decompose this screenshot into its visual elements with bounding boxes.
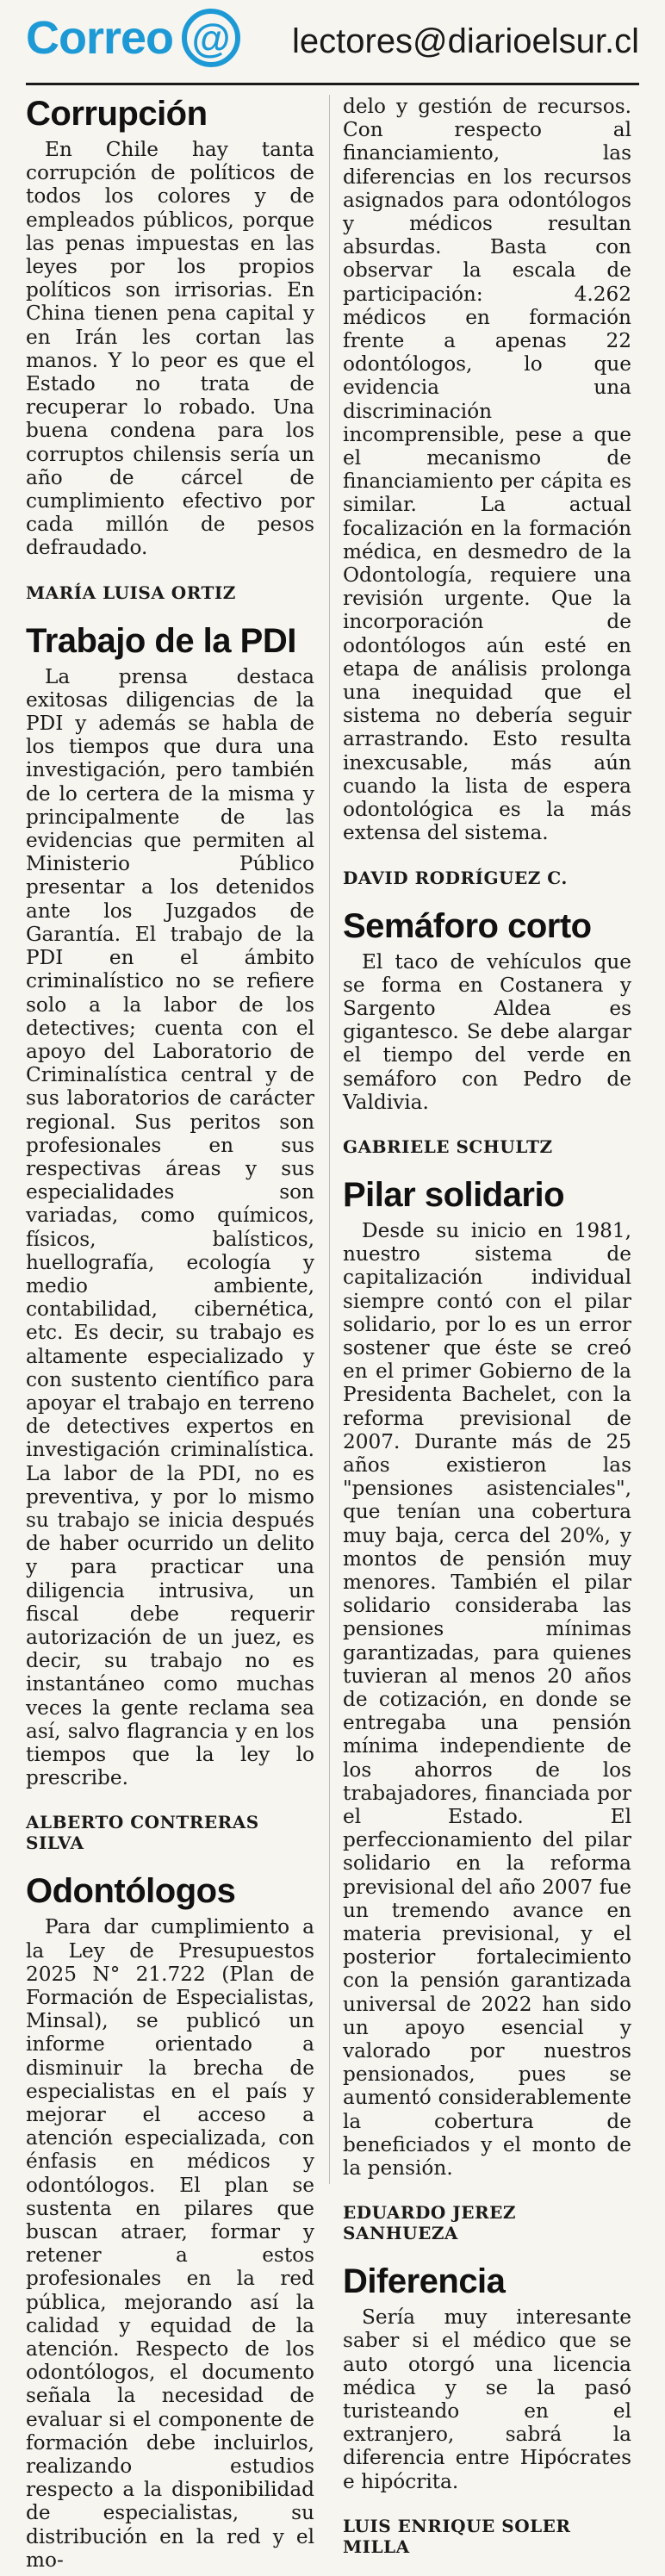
section-title: Correo <box>26 12 174 64</box>
letter-signature-pdi: ALBERTO CONTRERAS SILVA <box>26 1812 259 1854</box>
letter-signature-semaforo: GABRIELE SCHULTZ <box>343 1136 553 1157</box>
contact-email[interactable]: lectores@diarioelsur.cl <box>292 22 639 60</box>
letter-body-diferencia: Sería muy interesante saber si el médico que se auto otorgó una licencia médica y se la pasó turisteando en el extranjero, sabrá la diferencia entre Hipócrates e hipócrita. <box>343 2305 631 2493</box>
letter-title-pilar: Pilar solidario <box>343 1175 565 1214</box>
letter-signature-pilar: EDUARDO JEREZ SANHUEZA <box>343 2202 516 2244</box>
header-rule <box>26 83 639 85</box>
letter-title-pdi: Trabajo de la PDI <box>26 621 296 660</box>
letter-body-pilar: Desde su inicio en 1981, nuestro sistema de capitalización individual siempre contó con el pilar solidario, por lo es un error sostener que éste se creó en el primer Gobierno de la Presidenta Bachelet, con la reforma previsional de 2007. Durante más de 25 años existieron las "pensiones asistenciales", que tenían una cobertura muy baja, cerca del 20%, y montos de pensión muy menores. También el pilar solidario consideraba las pensiones mínimas garantizadas, para quienes tuvieran al menos 20 años de cotización, en donde se entregaba una pensión mínima independiente de los ahorros de los trabajadores, financiada por el Estado. El perfeccionamiento del pilar solidario en la reforma previsional del año 2007 fue un tremendo avance en materia previsional, y el posterior fortalecimiento con la pensión garantizada universal de 2022 han sido un apoyo esencial y valorado por nuestros pensionados, pues se aumentó considerablemente la cobertura de beneficiados y el monto de la pensión. <box>343 1218 631 2181</box>
at-sign-icon: @ <box>182 9 240 67</box>
left-column <box>26 95 314 2572</box>
letter-signature-diferencia: LUIS ENRIQUE SOLER MILLA <box>343 2515 571 2557</box>
letter-title-corrupcion: Corrupción <box>26 95 208 133</box>
letter-title-semaforo: Semáforo corto <box>343 906 592 945</box>
column-divider <box>329 95 330 2184</box>
letter-title-diferencia: Diferencia <box>343 2262 506 2301</box>
letter-body-pdi: La prensa destaca exitosas diligencias de la PDI y además se habla de los tiempos que dura una investigación, pero también de lo certera de la misma y principalmente de las evidencias que permiten al Ministerio Público presentar a los detenidos ante los Juzgados de Garantía. El trabajo de la PDI en el ámbito criminalístico no se refiere solo a la labor de los detectives; cuenta con el apoyo del Laboratorio de Criminalística central y de sus laboratorios de carácter regional. Sus peritos son profesionales en sus respectivas áreas y sus especialidades son variadas, como químicos, físicos, balísticos, huellografía, ecología y medio ambiente, contabilidad, cibernética, etc. Es decir, su trabajo es altamente especializado y con sustento científico para apoyar el trabajo en terreno de detectives expertos en investigación criminalística. La labor de la PDI, no es preventiva, y por lo mismo su trabajo se inicia después de haber ocurrido un delito y para practicar una diligencia intrusiva, un fiscal debe requerir autorización de un juez, es decir, su trabajo no es instantáneo como muchas veces la gente reclama sea así, salvo flagrancia y en los tiempos que la ley lo prescribe. <box>26 664 314 1790</box>
letter-signature-odontologos: DAVID RODRÍGUEZ C. <box>343 867 568 888</box>
letter-body-semaforo: El taco de vehículos que se forma en Costanera y Sargento Aldea es gigantesco. Se debe alargar el tiempo del verde en semáforo con Pedro de Valdivia. <box>343 949 631 1114</box>
letter-body-odontologos-part1: Para dar cumplimiento a la Ley de Presupuestos 2025 N° 21.722 (Plan de Formación de Especialistas, Minsal), se publicó un informe orientado a disminuir la brecha de especialistas en el país y mejorar el acceso a atención especializada, con énfasis en médicos y odontólogos. El plan se sustenta en pilares que buscan atraer, formar y retener a estos profesionales en la red pública, mejorando así la calidad y equidad de la atención. Respecto de los odontólogos, el documento señala la necesidad de evaluar si el componente de formación debe incluirlos, realizando estudios respecto a la disponibilidad de especialistas, su distribución en la red y el mo- <box>26 1915 314 2572</box>
section-brand <box>26 9 240 67</box>
letter-body-odontologos-part2: delo y gestión de recursos. Con respecto al financiamiento, las diferencias en los recursos asignados para odontólogos y médicos resultan absurdas. Basta con observar la escala de participación: 4.262 médicos en formación frente a apenas 22 odontólogos, lo que evidencia una discriminación incomprensible, pese a que el mecanismo de financiamiento per cápita es similar. La actual focalización en la formación médica, en desmedro de la Odontología, requiere una revisión urgente. Que la incorporación de odontólogos aún esté en etapa de análisis prolonga una inequidad que el sistema no debería seguir arrastrando. Esto resulta inexcusable, más aún cuando la lista de espera odontológica es la más extensa del sistema. <box>343 95 631 845</box>
section-header <box>0 0 665 78</box>
letter-body-corrupcion: En Chile hay tanta corrupción de políticos de todos los colores y de empleados públicos, porque las penas impuestas en las leyes por los propios políticos son irrisorias. En China tienen pena capital y en Irán les cortan las manos. Y lo peor es que el Estado no trata de recuperar lo robado. Una buena condena para los corruptos chilensis sería un año de cárcel de cumplimiento efectivo por cada millón de pesos defraudado. <box>26 138 314 560</box>
letter-title-odontologos: Odontólogos <box>26 1872 236 1911</box>
letter-signature-corrupcion: MARÍA LUISA ORTIZ <box>26 582 236 603</box>
right-column <box>343 95 631 2576</box>
